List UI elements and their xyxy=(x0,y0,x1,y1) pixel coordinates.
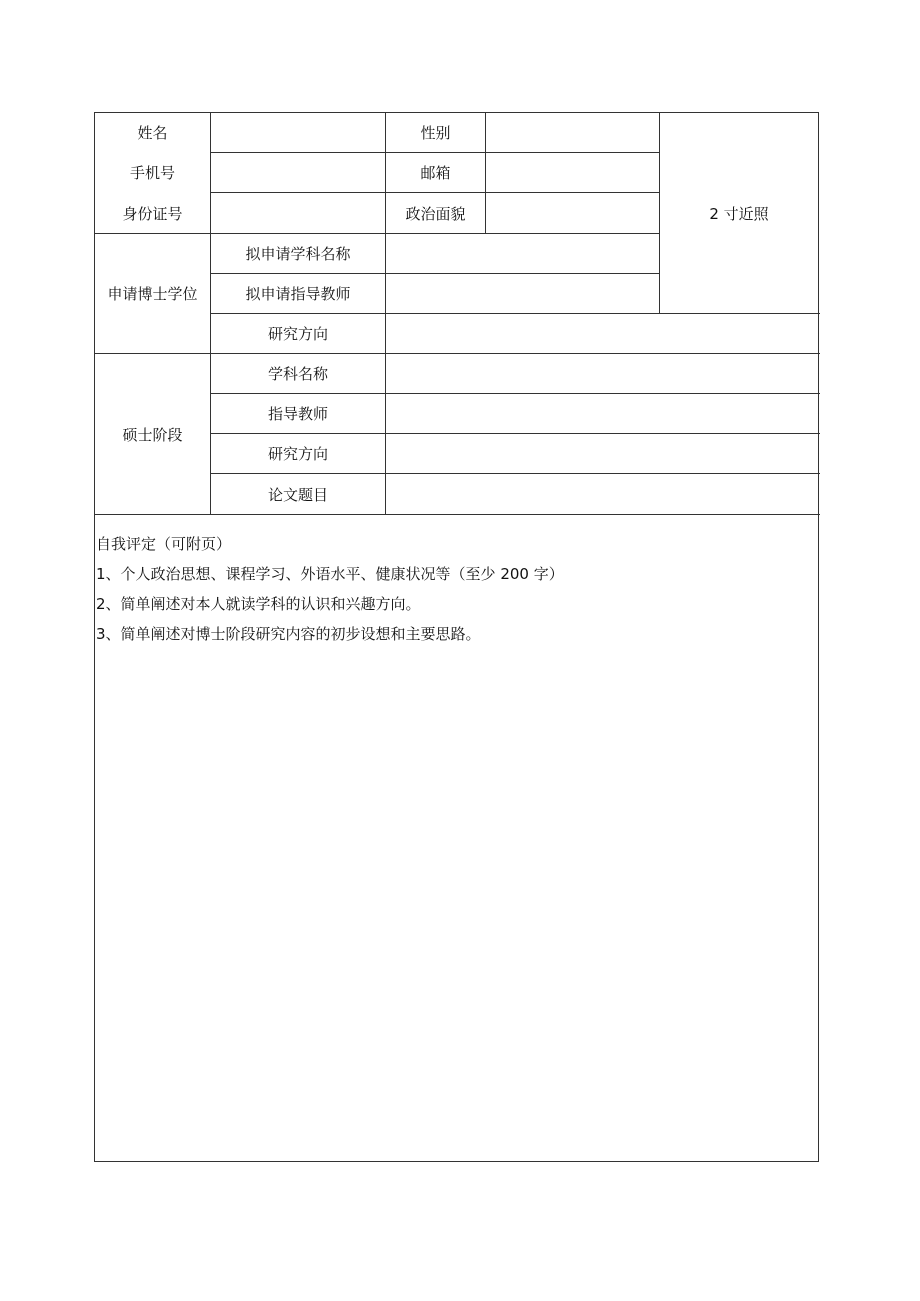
master-thesis-field[interactable] xyxy=(386,474,818,514)
phd-research-field[interactable] xyxy=(386,314,818,353)
photo-label: 2 寸近照 xyxy=(709,204,769,223)
phd-section-label: 申请博士学位 xyxy=(95,234,210,353)
master-supervisor-label: 指导教师 xyxy=(211,394,385,433)
master-thesis-label: 论文题目 xyxy=(211,474,385,514)
political-status-field[interactable] xyxy=(486,193,659,233)
master-section-label: 硕士阶段 xyxy=(95,354,210,514)
phone-label: 手机号 xyxy=(95,153,210,192)
master-supervisor-field[interactable] xyxy=(386,394,818,433)
master-subject-label: 学科名称 xyxy=(211,354,385,393)
phd-supervisor-label: 拟申请指导教师 xyxy=(211,274,385,313)
email-field[interactable] xyxy=(486,153,659,192)
phd-supervisor-field[interactable] xyxy=(386,274,659,313)
name-label: 姓名 xyxy=(95,113,210,152)
master-research-field[interactable] xyxy=(386,434,818,473)
political-status-label: 政治面貌 xyxy=(386,193,485,233)
self-evaluation-title: 自我评定（可附页） xyxy=(96,535,232,553)
self-evaluation-item: 3、简单阐述对博士阶段研究内容的初步设想和主要思路。 xyxy=(96,625,481,643)
gender-field[interactable] xyxy=(486,113,659,152)
phone-field[interactable] xyxy=(211,153,385,192)
self-evaluation-item: 1、个人政治思想、课程学习、外语水平、健康状况等（至少 200 字） xyxy=(96,565,564,583)
id-number-field[interactable] xyxy=(211,193,385,233)
application-form xyxy=(94,112,819,1162)
self-evaluation-section xyxy=(95,515,818,649)
name-field[interactable] xyxy=(211,113,385,152)
phd-subject-field[interactable] xyxy=(386,234,659,273)
gender-label: 性别 xyxy=(386,113,485,152)
self-evaluation-text-area[interactable] xyxy=(95,653,818,1158)
master-research-label: 研究方向 xyxy=(211,434,385,473)
master-subject-field[interactable] xyxy=(386,354,818,393)
self-evaluation-item: 2、简单阐述对本人就读学科的认识和兴趣方向。 xyxy=(96,595,421,613)
id-number-label: 身份证号 xyxy=(95,193,210,233)
photo-placeholder[interactable] xyxy=(660,113,818,313)
email-label: 邮箱 xyxy=(386,153,485,192)
phd-research-label: 研究方向 xyxy=(211,314,385,353)
phd-subject-label: 拟申请学科名称 xyxy=(211,234,385,273)
